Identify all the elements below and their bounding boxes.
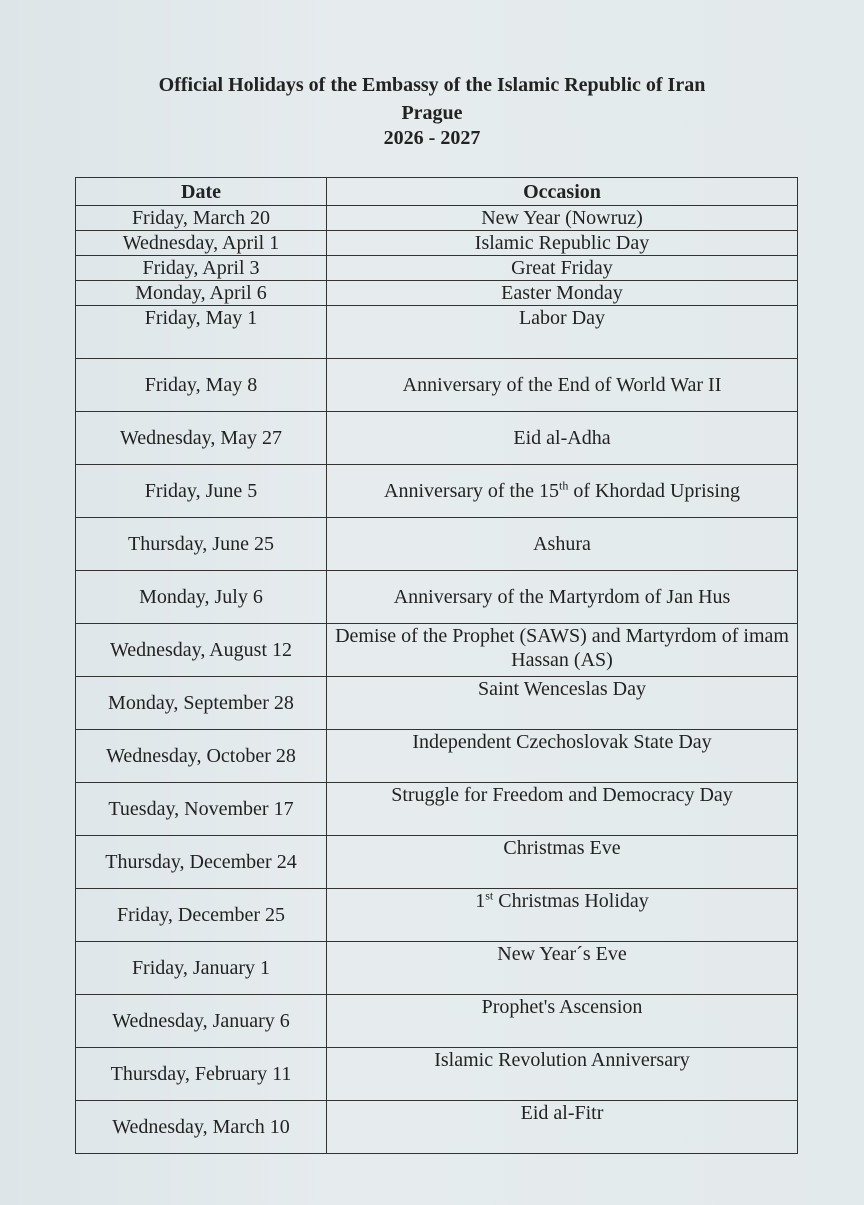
row-occasion: Anniversary of the End of World War II bbox=[327, 359, 798, 412]
row-date: Wednesday, May 27 bbox=[76, 412, 327, 465]
header-date: Date bbox=[76, 178, 327, 206]
row-date: Wednesday, January 6 bbox=[76, 995, 327, 1048]
table-row bbox=[76, 677, 798, 730]
row-date: Friday, May 1 bbox=[76, 306, 327, 359]
occasion-text-pre: Anniversary of the 15 bbox=[384, 480, 559, 502]
occasion-text-post: of Khordad Uprising bbox=[568, 480, 740, 502]
header-occasion: Occasion bbox=[327, 178, 798, 206]
row-occasion: Eid al-Fitr bbox=[327, 1101, 798, 1154]
table-row bbox=[76, 231, 798, 256]
row-occasion bbox=[327, 465, 798, 518]
document-title: Official Holidays of the Embassy of the Islamic Republic of Iran bbox=[158, 74, 706, 96]
row-occasion: Eid al-Adha bbox=[327, 412, 798, 465]
row-occasion: Independent Czechoslovak State Day bbox=[327, 730, 798, 783]
row-occasion: Anniversary of the Martyrdom of Jan Hus bbox=[327, 571, 798, 624]
table-row bbox=[76, 836, 798, 889]
table-row bbox=[76, 571, 798, 624]
occasion-text-post: Christmas Holiday bbox=[493, 890, 649, 912]
row-occasion: Ashura bbox=[327, 518, 798, 571]
table-row bbox=[76, 783, 798, 836]
row-date: Wednesday, August 12 bbox=[76, 624, 327, 677]
row-date: Friday, December 25 bbox=[76, 889, 327, 942]
row-occasion: Easter Monday bbox=[327, 281, 798, 306]
row-date: Wednesday, April 1 bbox=[76, 231, 327, 256]
row-date: Friday, May 8 bbox=[76, 359, 327, 412]
row-occasion: Islamic Republic Day bbox=[327, 231, 798, 256]
table-row bbox=[76, 465, 798, 518]
row-occasion: Struggle for Freedom and Democracy Day bbox=[327, 783, 798, 836]
row-date: Thursday, February 11 bbox=[76, 1048, 327, 1101]
holidays-table bbox=[75, 177, 798, 1154]
document-period: 2026 - 2027 bbox=[383, 127, 481, 149]
row-occasion: Islamic Revolution Anniversary bbox=[327, 1048, 798, 1101]
row-date: Monday, July 6 bbox=[76, 571, 327, 624]
row-date: Friday, April 3 bbox=[76, 256, 327, 281]
table-row bbox=[76, 412, 798, 465]
row-date: Monday, September 28 bbox=[76, 677, 327, 730]
row-date: Wednesday, October 28 bbox=[76, 730, 327, 783]
row-occasion: New Year (Nowruz) bbox=[327, 206, 798, 231]
row-occasion bbox=[327, 889, 798, 942]
table-row bbox=[76, 730, 798, 783]
table-row bbox=[76, 889, 798, 942]
table-row bbox=[76, 942, 798, 995]
table-row bbox=[76, 206, 798, 231]
row-occasion: Labor Day bbox=[327, 306, 798, 359]
table-row bbox=[76, 306, 798, 359]
ordinal-suffix: st bbox=[485, 888, 494, 903]
table-row bbox=[76, 256, 798, 281]
row-occasion: Demise of the Prophet (SAWS) and Martyrdom of imam Hassan (AS) bbox=[327, 624, 798, 677]
row-date: Tuesday, November 17 bbox=[76, 783, 327, 836]
row-date: Wednesday, March 10 bbox=[76, 1101, 327, 1154]
row-occasion: Saint Wenceslas Day bbox=[327, 677, 798, 730]
table-header-row bbox=[76, 178, 798, 206]
table-row bbox=[76, 518, 798, 571]
table-row bbox=[76, 995, 798, 1048]
row-date: Friday, January 1 bbox=[76, 942, 327, 995]
row-date: Friday, June 5 bbox=[76, 465, 327, 518]
row-occasion: Prophet's Ascension bbox=[327, 995, 798, 1048]
row-occasion: New Year´s Eve bbox=[327, 942, 798, 995]
table-row bbox=[76, 281, 798, 306]
ordinal-suffix: th bbox=[558, 478, 569, 493]
row-date: Friday, March 20 bbox=[76, 206, 327, 231]
row-date: Monday, April 6 bbox=[76, 281, 327, 306]
table-row bbox=[76, 624, 798, 677]
document-city: Prague bbox=[401, 102, 463, 124]
row-date: Thursday, June 25 bbox=[76, 518, 327, 571]
row-occasion: Christmas Eve bbox=[327, 836, 798, 889]
row-occasion: Great Friday bbox=[327, 256, 798, 281]
row-date: Thursday, December 24 bbox=[76, 836, 327, 889]
table-row bbox=[76, 359, 798, 412]
table-row bbox=[76, 1048, 798, 1101]
occasion-text-pre: 1 bbox=[475, 890, 486, 912]
table-row bbox=[76, 1101, 798, 1154]
